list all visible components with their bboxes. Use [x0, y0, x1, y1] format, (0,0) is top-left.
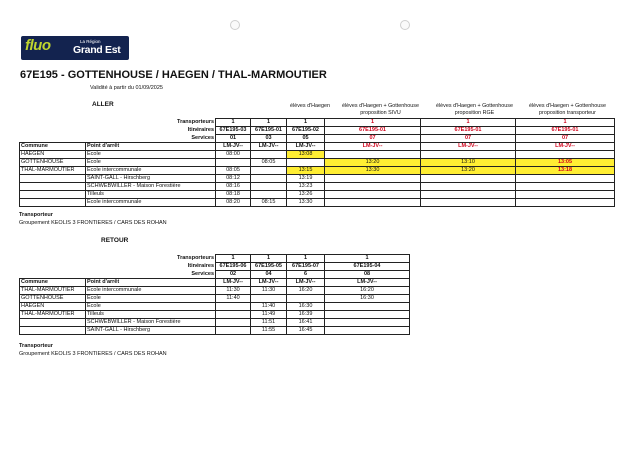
aller-header-services: [20, 143, 615, 151]
aller-col-2-transporteur: 1: [251, 119, 287, 127]
retour-label-services: Services: [191, 270, 215, 277]
time-cell: [325, 199, 421, 207]
commune-cell: THAL-MARMOUTIER: [20, 167, 86, 175]
commune-cell: [20, 175, 86, 183]
aller-col-6-transporteur: 1: [516, 119, 615, 127]
aller-col-2-itineraire: 67E195-01: [251, 127, 287, 135]
time-cell: [325, 151, 421, 159]
time-cell: 16:30: [287, 303, 325, 311]
aller-label-point-arret: Point d'arrêt: [86, 143, 216, 151]
table-row: [20, 327, 410, 335]
time-cell: [516, 175, 615, 183]
aller-transporteur-value: Groupement KEOLIS 3 FRONTIERES / CARS DES ROHAN: [19, 220, 167, 226]
aller-col-6-num: 07: [516, 135, 615, 143]
aller-header-transporteurs: [20, 119, 615, 127]
retour-col-2-transporteur: 1: [251, 255, 287, 263]
aller-header-itineraires: [20, 127, 615, 135]
commune-cell: THAL-MARMOUTIER: [20, 311, 86, 319]
aller-col-1-itineraire: 67E195-03: [216, 127, 251, 135]
time-cell: 16:20: [287, 287, 325, 295]
retour-label-point-arret: Point d'arrêt: [86, 279, 216, 287]
retour-col-4-num: 08: [325, 271, 410, 279]
stop-cell: Ecole intercommunale: [86, 287, 216, 295]
time-cell: 11:30: [216, 287, 251, 295]
aller-col-5-transporteur: 1: [421, 119, 516, 127]
time-cell: [421, 199, 516, 207]
stop-cell: SCHWEBWILLER - Maison Forestière: [86, 183, 216, 191]
aller-col-2-services: LM-JV--: [251, 143, 287, 151]
time-cell: 16:20: [325, 287, 410, 295]
retour-col-3-num: 6: [287, 271, 325, 279]
aller-col-1-num: 01: [216, 135, 251, 143]
commune-cell: [20, 183, 86, 191]
retour-col-2-num: 04: [251, 271, 287, 279]
aller-label-services: Services: [191, 134, 215, 141]
time-cell: [325, 327, 410, 335]
time-cell: [287, 159, 325, 167]
time-cell: 08:05: [216, 167, 251, 175]
time-cell: [516, 183, 615, 191]
time-cell: 13:30: [287, 199, 325, 207]
time-cell: [216, 159, 251, 167]
retour-timetable: [19, 254, 410, 335]
time-cell: 13:08: [287, 151, 325, 159]
aller-col-3-services: LM-JV--: [287, 143, 325, 151]
retour-section-title: RETOUR: [101, 237, 129, 244]
aller-col-5-services: LM-JV--: [421, 143, 516, 151]
time-cell: 11:40: [251, 303, 287, 311]
punch-hole-left: [230, 20, 240, 30]
logo-la-region-text: La Région: [80, 39, 101, 44]
time-cell: 16:45: [287, 327, 325, 335]
stop-cell: Ecole intercommunale: [86, 199, 216, 207]
time-cell: [325, 303, 410, 311]
time-cell: [516, 191, 615, 199]
retour-label-commune: Commune: [20, 279, 86, 287]
aller-col-3-num: 05: [287, 135, 325, 143]
table-row: [20, 303, 410, 311]
retour-label-itineraires: Itinéraires: [187, 263, 215, 269]
table-row: [20, 167, 615, 175]
table-row: [20, 175, 615, 183]
stop-cell: SAINT-GALL - Hirschberg: [86, 175, 216, 183]
time-cell: [251, 191, 287, 199]
retour-transporteur-value: Groupement KEOLIS 3 FRONTIERES / CARS DES ROHAN: [19, 351, 167, 357]
aller-prop-header-3: élèves d'Haegen + Gottenhouse proposition RGE: [435, 103, 513, 116]
retour-col-3-transporteur: 1: [287, 255, 325, 263]
commune-cell: GOTTENHOUSE: [20, 159, 86, 167]
time-cell: [421, 191, 516, 199]
retour-label-transporteurs: Transporteurs: [177, 255, 215, 261]
time-cell: [325, 183, 421, 191]
time-cell: [287, 295, 325, 303]
time-cell: 13:30: [325, 167, 421, 175]
time-cell: 08:20: [216, 199, 251, 207]
table-row: [20, 159, 615, 167]
commune-cell: GOTTENHOUSE: [20, 295, 86, 303]
time-cell: [216, 311, 251, 319]
aller-col-4-services: LM-JV--: [325, 143, 421, 151]
retour-col-1-services: LM-JV--: [216, 279, 251, 287]
time-cell: 08:00: [216, 151, 251, 159]
time-cell: [516, 199, 615, 207]
aller-col-1-transporteur: 1: [216, 119, 251, 127]
stop-cell: Ecole: [86, 151, 216, 159]
time-cell: 16:30: [325, 295, 410, 303]
time-cell: [325, 191, 421, 199]
time-cell: 13:26: [287, 191, 325, 199]
logo-grand-est-text: Grand Est: [73, 44, 121, 56]
validity-date: Validité à partir du 01/09/2025: [90, 85, 163, 91]
aller-section-title: ALLER: [92, 101, 114, 108]
time-cell: 13:20: [421, 167, 516, 175]
stop-cell: SAINT-GALL - Hirschberg: [86, 327, 216, 335]
time-cell: 13:20: [325, 159, 421, 167]
aller-label-commune: Commune: [20, 143, 86, 151]
time-cell: 08:15: [251, 199, 287, 207]
table-row: [20, 319, 410, 327]
retour-col-4-transporteur: 1: [325, 255, 410, 263]
retour-col-1-transporteur: 1: [216, 255, 251, 263]
table-row: [20, 311, 410, 319]
time-cell: 08:16: [216, 183, 251, 191]
aller-col-6-itineraire: 67E195-01: [516, 127, 615, 135]
aller-prop-header-1: élèves d'Haegen: [290, 103, 330, 109]
time-cell: 11:40: [216, 295, 251, 303]
retour-col-3-services: LM-JV--: [287, 279, 325, 287]
time-cell: 13:10: [421, 159, 516, 167]
retour-header-services: [20, 279, 410, 287]
retour-transporteur-label: Transporteur: [19, 343, 53, 349]
time-cell: [251, 183, 287, 191]
table-row: [20, 295, 410, 303]
retour-col-2-itineraire: 67E195-05: [251, 263, 287, 271]
aller-col-3-transporteur: 1: [287, 119, 325, 127]
time-cell: [516, 151, 615, 159]
time-cell: 08:18: [216, 191, 251, 199]
aller-prop-header-2: élèves d'Haegen + Gottenhouse proposition SIVU: [341, 103, 419, 116]
aller-transporteur-label: Transporteur: [19, 212, 53, 218]
stop-cell: Tilleuls: [86, 311, 216, 319]
stop-cell: Tilleuls: [86, 191, 216, 199]
time-cell: 13:19: [287, 175, 325, 183]
retour-header-itineraires: [20, 263, 410, 271]
retour-col-1-itineraire: 67E195-06: [216, 263, 251, 271]
aller-col-2-num: 03: [251, 135, 287, 143]
table-row: [20, 287, 410, 295]
time-cell: 13:23: [287, 183, 325, 191]
punch-hole-right: [400, 20, 410, 30]
time-cell: [251, 295, 287, 303]
time-cell: [216, 303, 251, 311]
aller-col-5-num: 07: [421, 135, 516, 143]
retour-col-4-services: LM-JV--: [325, 279, 410, 287]
retour-col-4-itineraire: 67E195-04: [325, 263, 410, 271]
time-cell: 16:41: [287, 319, 325, 327]
commune-cell: HAEGEN: [20, 151, 86, 159]
commune-cell: [20, 199, 86, 207]
time-cell: 08:05: [251, 159, 287, 167]
aller-label-itineraires: Itinéraires: [187, 127, 215, 133]
time-cell: [421, 183, 516, 191]
time-cell: [421, 151, 516, 159]
aller-label-transporteurs: Transporteurs: [177, 119, 215, 125]
time-cell: 08:12: [216, 175, 251, 183]
commune-cell: [20, 191, 86, 199]
time-cell: 16:39: [287, 311, 325, 319]
time-cell: 11:51: [251, 319, 287, 327]
time-cell: [421, 175, 516, 183]
retour-col-1-num: 02: [216, 271, 251, 279]
time-cell: [325, 311, 410, 319]
time-cell: [325, 319, 410, 327]
stop-cell: Ecole intercommunale: [86, 167, 216, 175]
time-cell: [251, 151, 287, 159]
retour-header-numero: [20, 271, 410, 279]
table-row: [20, 151, 615, 159]
table-row: [20, 199, 615, 207]
time-cell: [251, 175, 287, 183]
commune-cell: [20, 327, 86, 335]
aller-col-6-services: LM-JV--: [516, 143, 615, 151]
table-row: [20, 183, 615, 191]
time-cell: 13:05: [516, 159, 615, 167]
retour-col-2-services: LM-JV--: [251, 279, 287, 287]
time-cell: [216, 327, 251, 335]
stop-cell: Ecole: [86, 159, 216, 167]
table-row: [20, 191, 615, 199]
aller-timetable: [19, 118, 615, 207]
time-cell: 13:18: [516, 167, 615, 175]
aller-col-3-itineraire: 67E195-02: [287, 127, 325, 135]
retour-header-transporteurs: [20, 255, 410, 263]
stop-cell: SCHWEBWILLER - Maison Forestière: [86, 319, 216, 327]
aller-col-1-services: LM-JV--: [216, 143, 251, 151]
time-cell: 11:49: [251, 311, 287, 319]
stop-cell: Ecole: [86, 295, 216, 303]
time-cell: [216, 319, 251, 327]
commune-cell: HAEGEN: [20, 303, 86, 311]
aller-col-4-itineraire: 67E195-01: [325, 127, 421, 135]
aller-col-5-itineraire: 67E195-01: [421, 127, 516, 135]
document-title: 67E195 - GOTTENHOUSE / HAEGEN / THAL-MARMOUTIER: [20, 69, 327, 81]
aller-header-numero: [20, 135, 615, 143]
stop-cell: Ecole: [86, 303, 216, 311]
time-cell: [251, 167, 287, 175]
time-cell: 11:30: [251, 287, 287, 295]
time-cell: [325, 175, 421, 183]
aller-col-4-transporteur: 1: [325, 119, 421, 127]
aller-prop-header-4: élèves d'Haegen + Gottenhouse proposition transporteur: [528, 103, 606, 116]
aller-col-4-num: 07: [325, 135, 421, 143]
commune-cell: THAL-MARMOUTIER: [20, 287, 86, 295]
logo-fluo-text: fluo: [25, 37, 51, 54]
commune-cell: [20, 319, 86, 327]
time-cell: 11:55: [251, 327, 287, 335]
fluo-grand-est-logo: [21, 36, 129, 60]
time-cell: 13:15: [287, 167, 325, 175]
retour-col-3-itineraire: 67E195-07: [287, 263, 325, 271]
